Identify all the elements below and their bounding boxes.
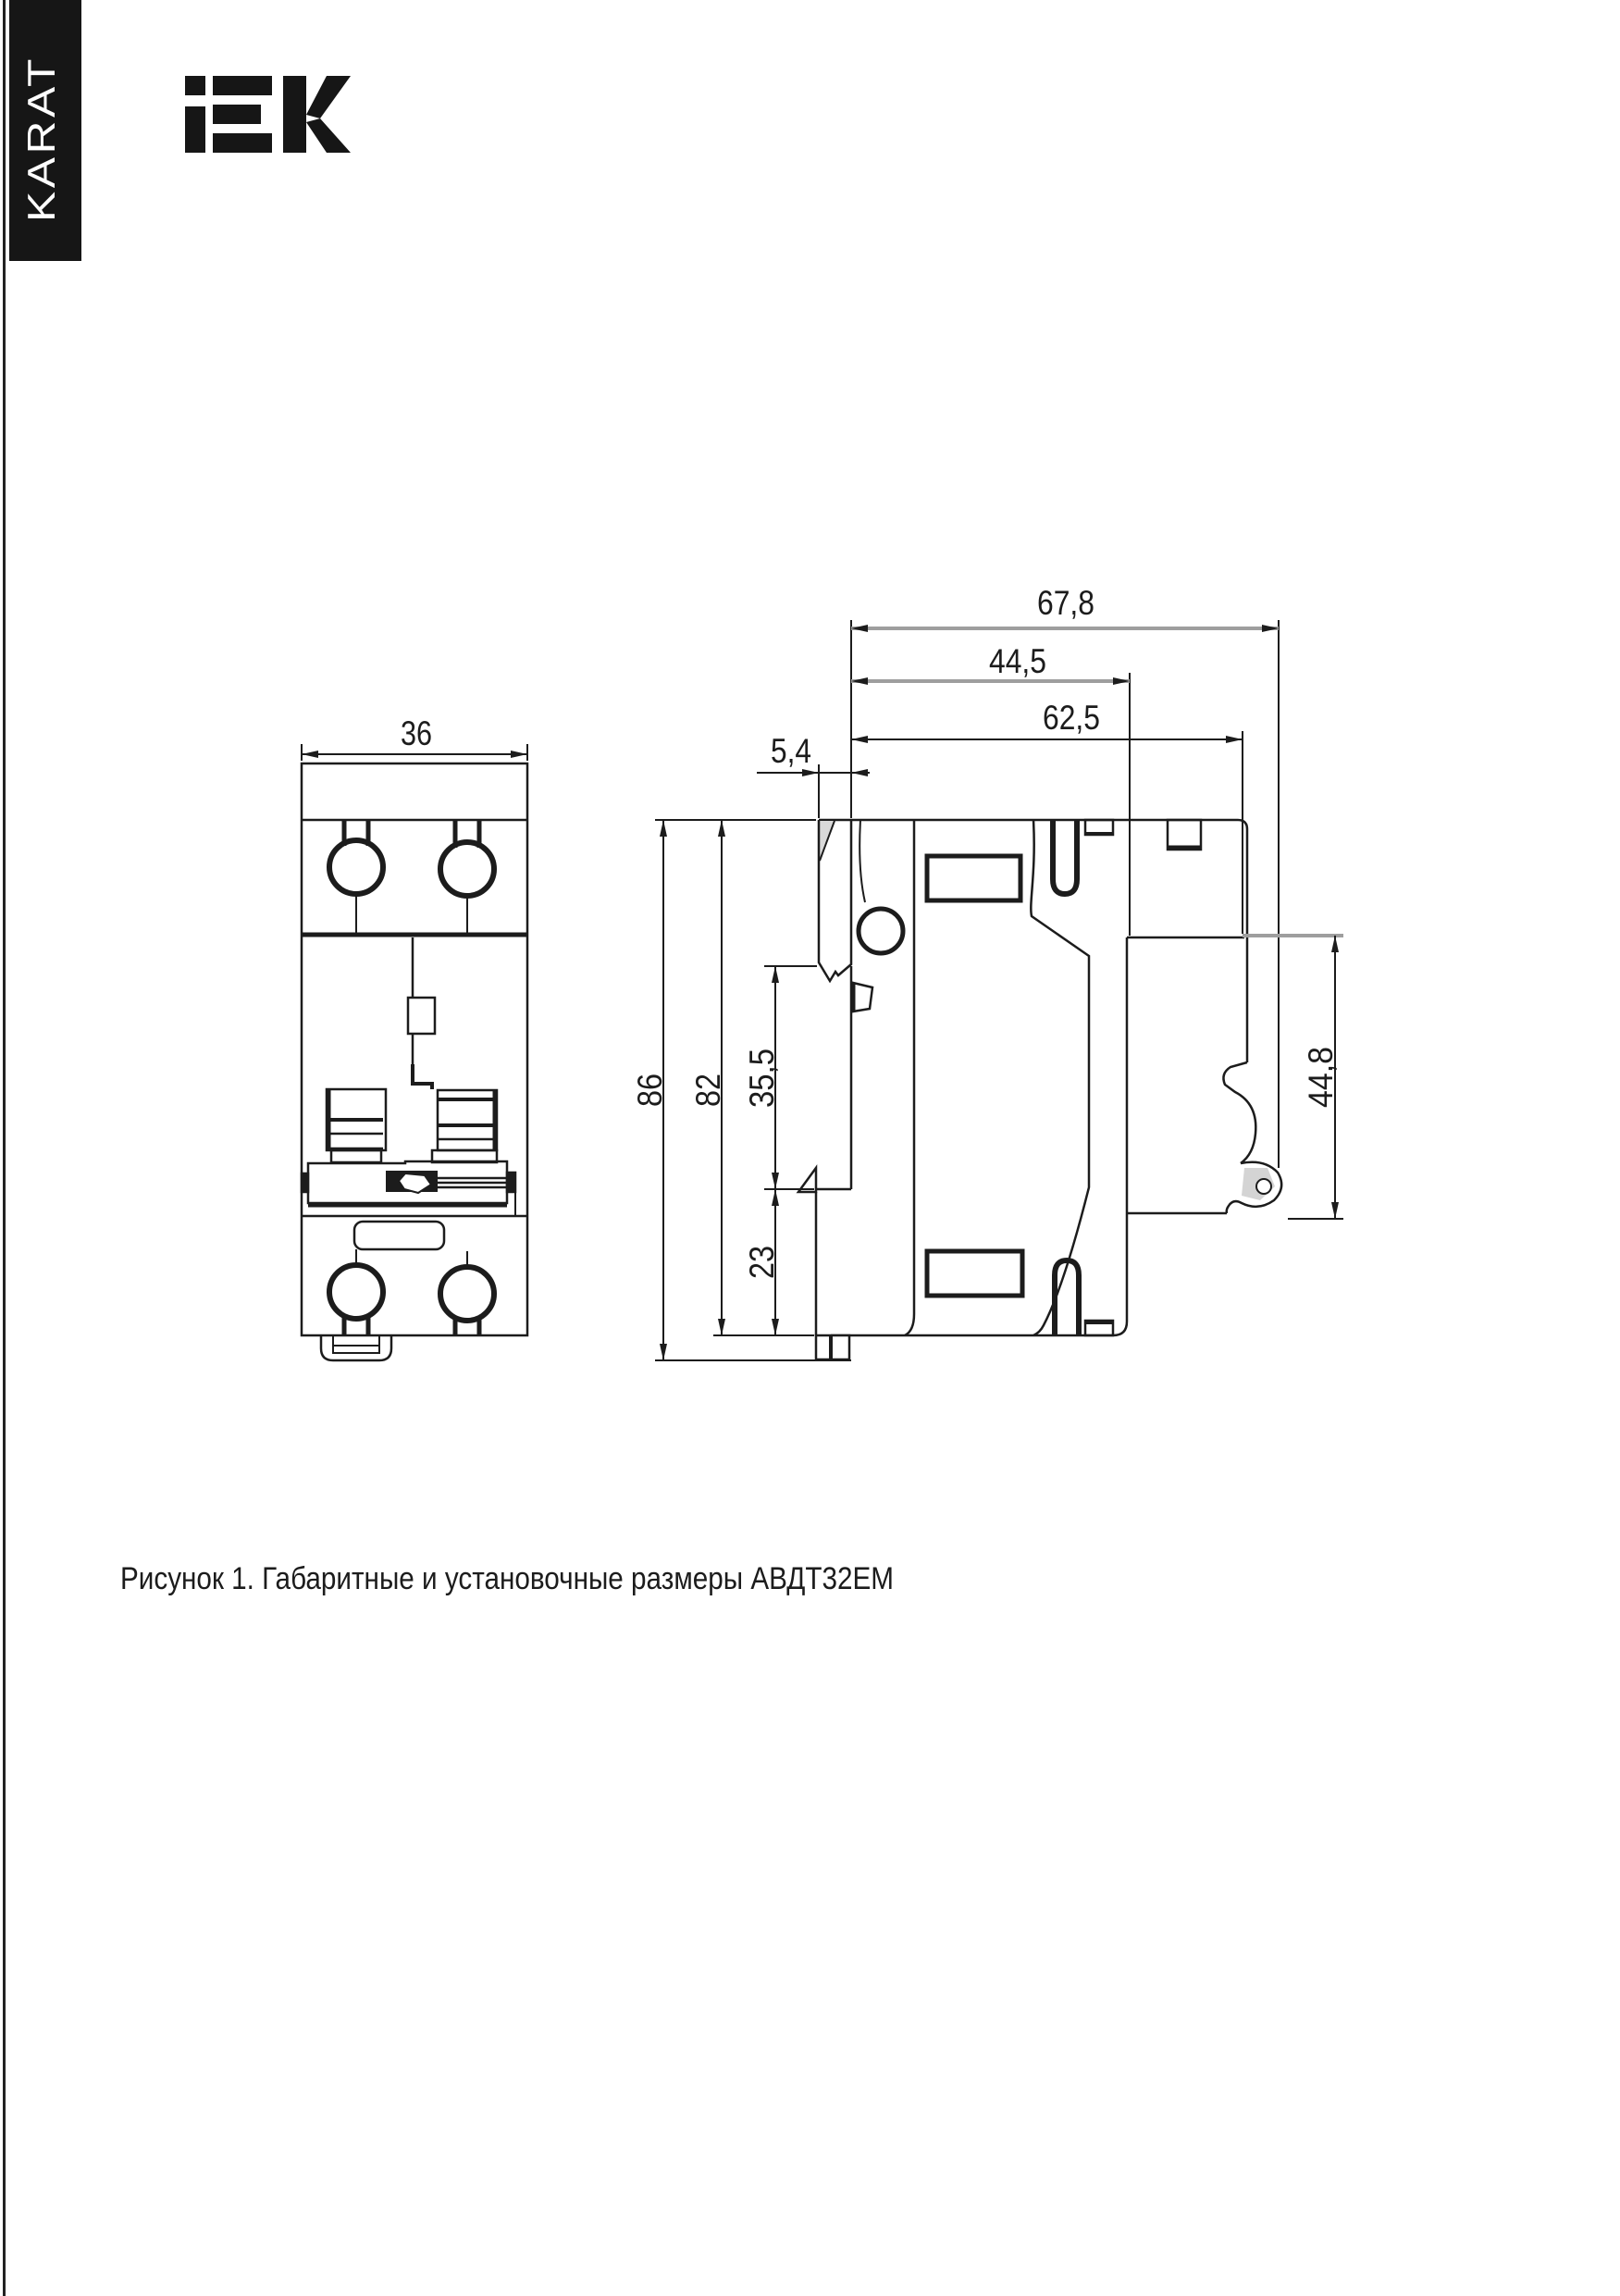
brand-sidebar: [9, 0, 81, 261]
dim-label-36: 36: [401, 714, 432, 752]
side-view: [798, 820, 1281, 1359]
dim-label-67-8: 67,8: [1037, 584, 1094, 622]
dim-label-62-5: 62,5: [1043, 699, 1100, 737]
dim-label-44-5: 44,5: [989, 642, 1046, 680]
dim-label-35-5: 35,5: [743, 1040, 781, 1108]
brand-label: KARAT: [19, 81, 63, 222]
iek-logo-icon: [185, 76, 351, 153]
dim-label-86: 86: [631, 1068, 669, 1107]
dim-front-width: [302, 714, 527, 761]
figure-caption: Рисунок 1. Габаритные и установочные размеры АВДТ32ЕМ: [120, 1561, 894, 1596]
dim-label-5-4: 5,4: [771, 732, 811, 770]
dim-label-82: 82: [689, 1068, 727, 1107]
dim-label-44-8: 44,8: [1302, 1040, 1340, 1108]
dim-label-23: 23: [743, 1240, 781, 1279]
page-left-border: [3, 0, 6, 2296]
front-view: [302, 763, 527, 1360]
dim-depth-stack: [757, 584, 1279, 1168]
